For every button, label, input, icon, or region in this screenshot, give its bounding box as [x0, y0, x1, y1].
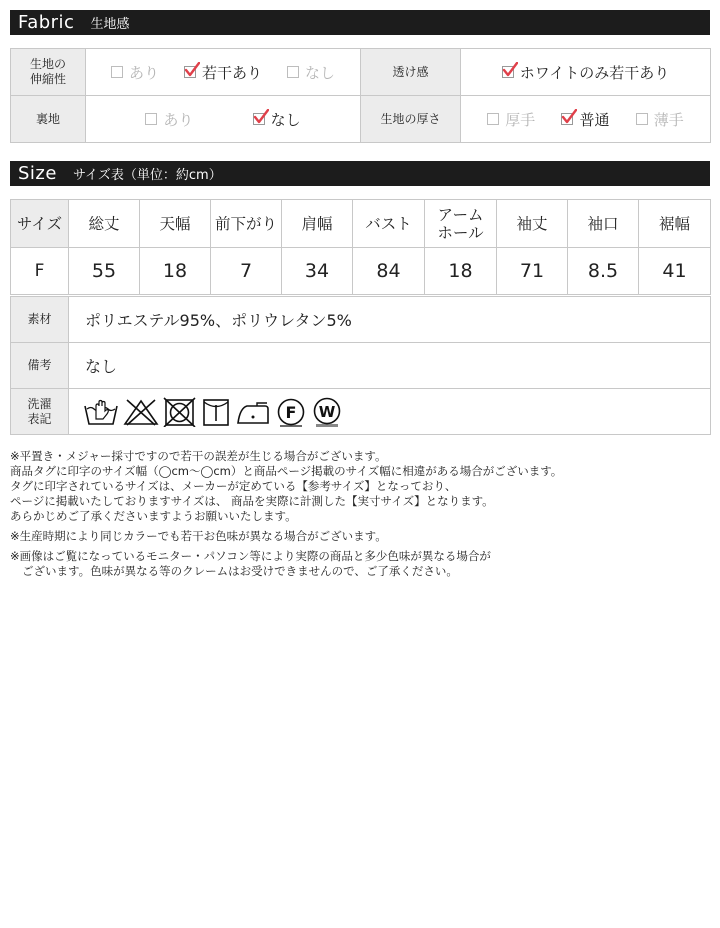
cell-total-length: 55: [69, 248, 140, 295]
cell-bust: 84: [353, 248, 425, 295]
cell-front-drop: 7: [211, 248, 282, 295]
lining-label: 裏地: [11, 96, 86, 143]
checkbox-unchecked-icon: [287, 66, 299, 78]
note-line: あらかじめご了承くださいますようお願いいたします。: [10, 509, 297, 523]
size-title-en: Size: [18, 163, 57, 184]
fabric-title-en: Fabric: [18, 12, 75, 33]
note-line: ※生産時期により同じカラーでも若干お色味が異なる場合がございます。: [10, 529, 387, 543]
thickness-option-thin: [636, 109, 684, 130]
col-header-total-length: 総丈: [69, 200, 140, 248]
care-label: [11, 389, 69, 435]
thickness-option-thin-label: 薄手: [653, 110, 684, 129]
size-row-label: サイズ: [11, 200, 69, 248]
thickness-label: 生地の厚さ: [361, 96, 461, 143]
size-value-label: F: [11, 248, 69, 295]
note-line: タグに印字されているサイズは、メーカーが定めている【参考サイズ】となっており、: [10, 479, 457, 493]
wet-clean-w-icon: [311, 397, 343, 427]
checkbox-unchecked-icon: [145, 113, 157, 125]
arm-hole-line1: アーム: [437, 205, 484, 224]
col-header-sleeve-length: 袖丈: [497, 200, 568, 248]
details-table: [10, 296, 711, 435]
stretch-option-slight: [184, 62, 262, 83]
fabric-section-header: [10, 10, 710, 35]
checkbox-checked-icon: [502, 66, 514, 78]
checkbox-checked-icon: [184, 66, 196, 78]
cell-cuff: 8.5: [568, 248, 639, 295]
fabric-table: [10, 48, 711, 143]
stretch-option-yes: [111, 62, 159, 83]
lining-option-none: [253, 109, 301, 130]
cell-sleeve-length: 71: [497, 248, 568, 295]
size-table: [10, 199, 711, 295]
stretch-option-none: [287, 62, 335, 83]
material-value: ポリエステル95%、ポリウレタン5%: [69, 297, 711, 343]
hand-wash-icon: [83, 397, 119, 427]
fabric-title-ja: 生地感: [90, 17, 130, 32]
lining-options: [86, 96, 361, 143]
iron-low-icon: [235, 397, 271, 427]
thickness-options: [461, 96, 711, 143]
thickness-option-normal: [561, 109, 609, 130]
remarks-label: 備考: [11, 343, 69, 389]
col-header-hem-width: 裾幅: [639, 200, 711, 248]
cell-arm-hole: 18: [425, 248, 497, 295]
care-label-line1: 洗濯: [27, 396, 52, 411]
lining-option-yes: [145, 109, 193, 130]
checkbox-checked-icon: [561, 113, 573, 125]
col-header-neck-width: 天幅: [140, 200, 211, 248]
lining-option-yes-label: あり: [163, 110, 194, 129]
note-line: ございます。色味が異なる等のクレームはお受けできませんので、ご了承ください。: [22, 564, 458, 578]
stretch-option-yes-label: あり: [128, 63, 159, 82]
note-line: ※画像はご覧になっているモニター・パソコン等により実際の商品と多少色味が異なる場合が: [10, 549, 491, 563]
wet-clean-letter: W: [318, 402, 336, 421]
care-label-line2: 表記: [27, 411, 52, 426]
sheer-options: [461, 49, 711, 96]
note-line: ※平置き・メジャー採寸ですので若干の誤差が生じる場合がございます。: [10, 449, 387, 463]
thickness-option-thick: [487, 109, 535, 130]
checkbox-unchecked-icon: [487, 113, 499, 125]
notes-block: [10, 449, 710, 579]
stretch-label: [11, 49, 86, 96]
cell-shoulder: 34: [282, 248, 353, 295]
col-header-front-drop: 前下がり: [211, 200, 282, 248]
lining-option-none-label: なし: [270, 110, 301, 129]
note-line: ページに掲載いたしておりますサイズは、 商品を実際に計測した【実寸サイズ】となります。: [10, 494, 494, 508]
note-line: 商品タグに印字のサイズ幅（◯cm〜◯cm）と商品ページ掲載のサイズ幅に相違がある場合がございます。: [10, 464, 563, 478]
stretch-options: [86, 49, 361, 96]
stretch-label-line1: 生地の: [29, 57, 66, 71]
col-header-arm-hole: [425, 200, 497, 248]
cell-hem-width: 41: [639, 248, 711, 295]
dry-clean-f-icon: [275, 397, 307, 427]
col-header-shoulder: 肩幅: [282, 200, 353, 248]
sheer-option-white-slight: [502, 62, 670, 83]
arm-hole-line2: ホール: [437, 223, 484, 242]
size-section-header: [10, 161, 710, 186]
care-symbols: [69, 389, 711, 435]
stretch-label-line2: 伸縮性: [29, 72, 66, 86]
sheer-label: 透け感: [361, 49, 461, 96]
checkbox-checked-icon: [253, 113, 265, 125]
thickness-option-normal-label: 普通: [579, 110, 610, 129]
col-header-bust: バスト: [353, 200, 425, 248]
stretch-option-none-label: なし: [304, 63, 335, 82]
no-tumble-dry-icon: [163, 397, 197, 427]
size-header-row: [11, 200, 711, 248]
checkbox-unchecked-icon: [636, 113, 648, 125]
cell-neck-width: 18: [140, 248, 211, 295]
dry-clean-letter: F: [285, 402, 297, 422]
sheer-option-label: ホワイトのみ若干あり: [519, 63, 670, 82]
line-dry-icon: [201, 397, 231, 427]
thickness-option-thick-label: 厚手: [505, 110, 536, 129]
material-label: 素材: [11, 297, 69, 343]
checkbox-unchecked-icon: [111, 66, 123, 78]
size-value-row: [11, 248, 711, 295]
stretch-option-slight-label: 若干あり: [201, 63, 262, 82]
no-bleach-icon: [123, 397, 159, 427]
col-header-cuff: 袖口: [568, 200, 639, 248]
size-title-ja: サイズ表（単位：約cm）: [72, 168, 222, 183]
remarks-value: なし: [69, 343, 711, 389]
